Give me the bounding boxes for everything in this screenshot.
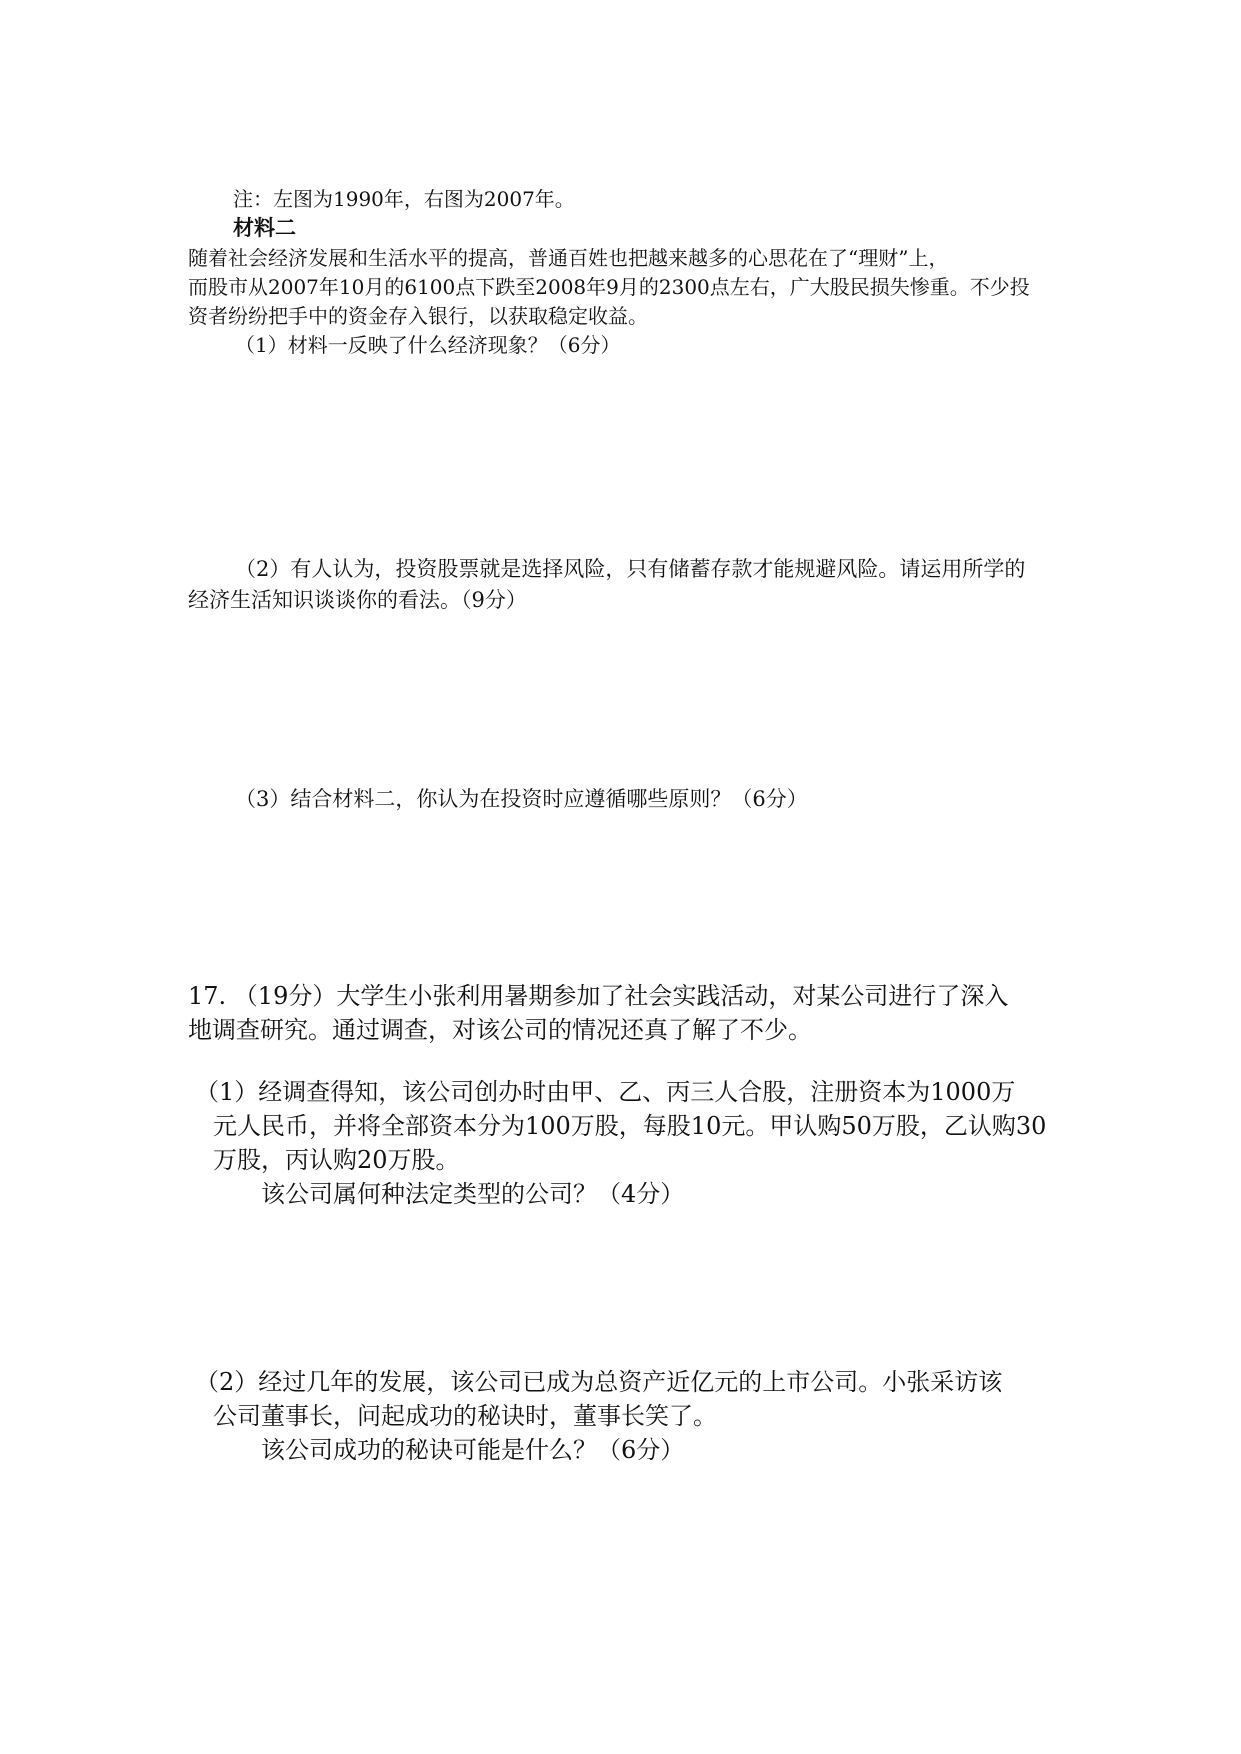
material2-line: 而股市从2007年10月的6100点下跌至2008年9月的2300点左右，广大股民损失惨重。不少投: [188, 275, 1030, 299]
question-17-2-prompt: 该公司成功的秘诀可能是什么？（6分）: [261, 1436, 685, 1464]
note-text: 注：左图为1990年，右图为2007年。: [233, 187, 575, 211]
material2-heading: 材料二: [233, 216, 296, 240]
question-17-1-line: （1）经调查得知，该公司创办时由甲、乙、丙三人合股，注册资本为1000万: [195, 1078, 1016, 1106]
question-17-1-prompt: 该公司属何种法定类型的公司？（4分）: [261, 1180, 685, 1208]
question-17-2-line: （2）经过几年的发展，该公司已成为总资产近亿元的上市公司。小张采访该: [195, 1368, 1003, 1396]
question-16-1: （1）材料一反映了什么经济现象？（6分）: [235, 333, 621, 357]
material2-line: 随着社会经济发展和生活水平的提高，普通百姓也把越来越多的心思花在了“理财”上，: [188, 246, 949, 270]
question-17-intro-line: 17. （19分）大学生小张利用暑期参加了社会实践活动，对某公司进行了深入: [188, 982, 1009, 1010]
question-17-intro-line: 地调查研究。通过调查，对该公司的情况还真了解了不少。: [188, 1016, 812, 1044]
question-16-3: （3）结合材料二，你认为在投资时应遵循哪些原则？（6分）: [235, 787, 808, 811]
question-16-2-line: （2）有人认为，投资股票就是选择风险，只有储蓄存款才能规避风险。请运用所学的: [235, 557, 1026, 581]
question-17-1-line: 万股，丙认购20万股。: [213, 1146, 460, 1174]
question-17-2-line: 公司董事长，问起成功的秘诀时，董事长笑了。: [213, 1402, 717, 1430]
question-17-1-line: 元人民币，并将全部资本分为100万股，每股10元。甲认购50万股，乙认购30: [213, 1112, 1047, 1140]
question-16-2-line: 经济生活知识谈谈你的看法。（9分）: [188, 588, 527, 612]
material2-line: 资者纷纷把手中的资金存入银行，以获取稳定收益。: [188, 304, 648, 328]
